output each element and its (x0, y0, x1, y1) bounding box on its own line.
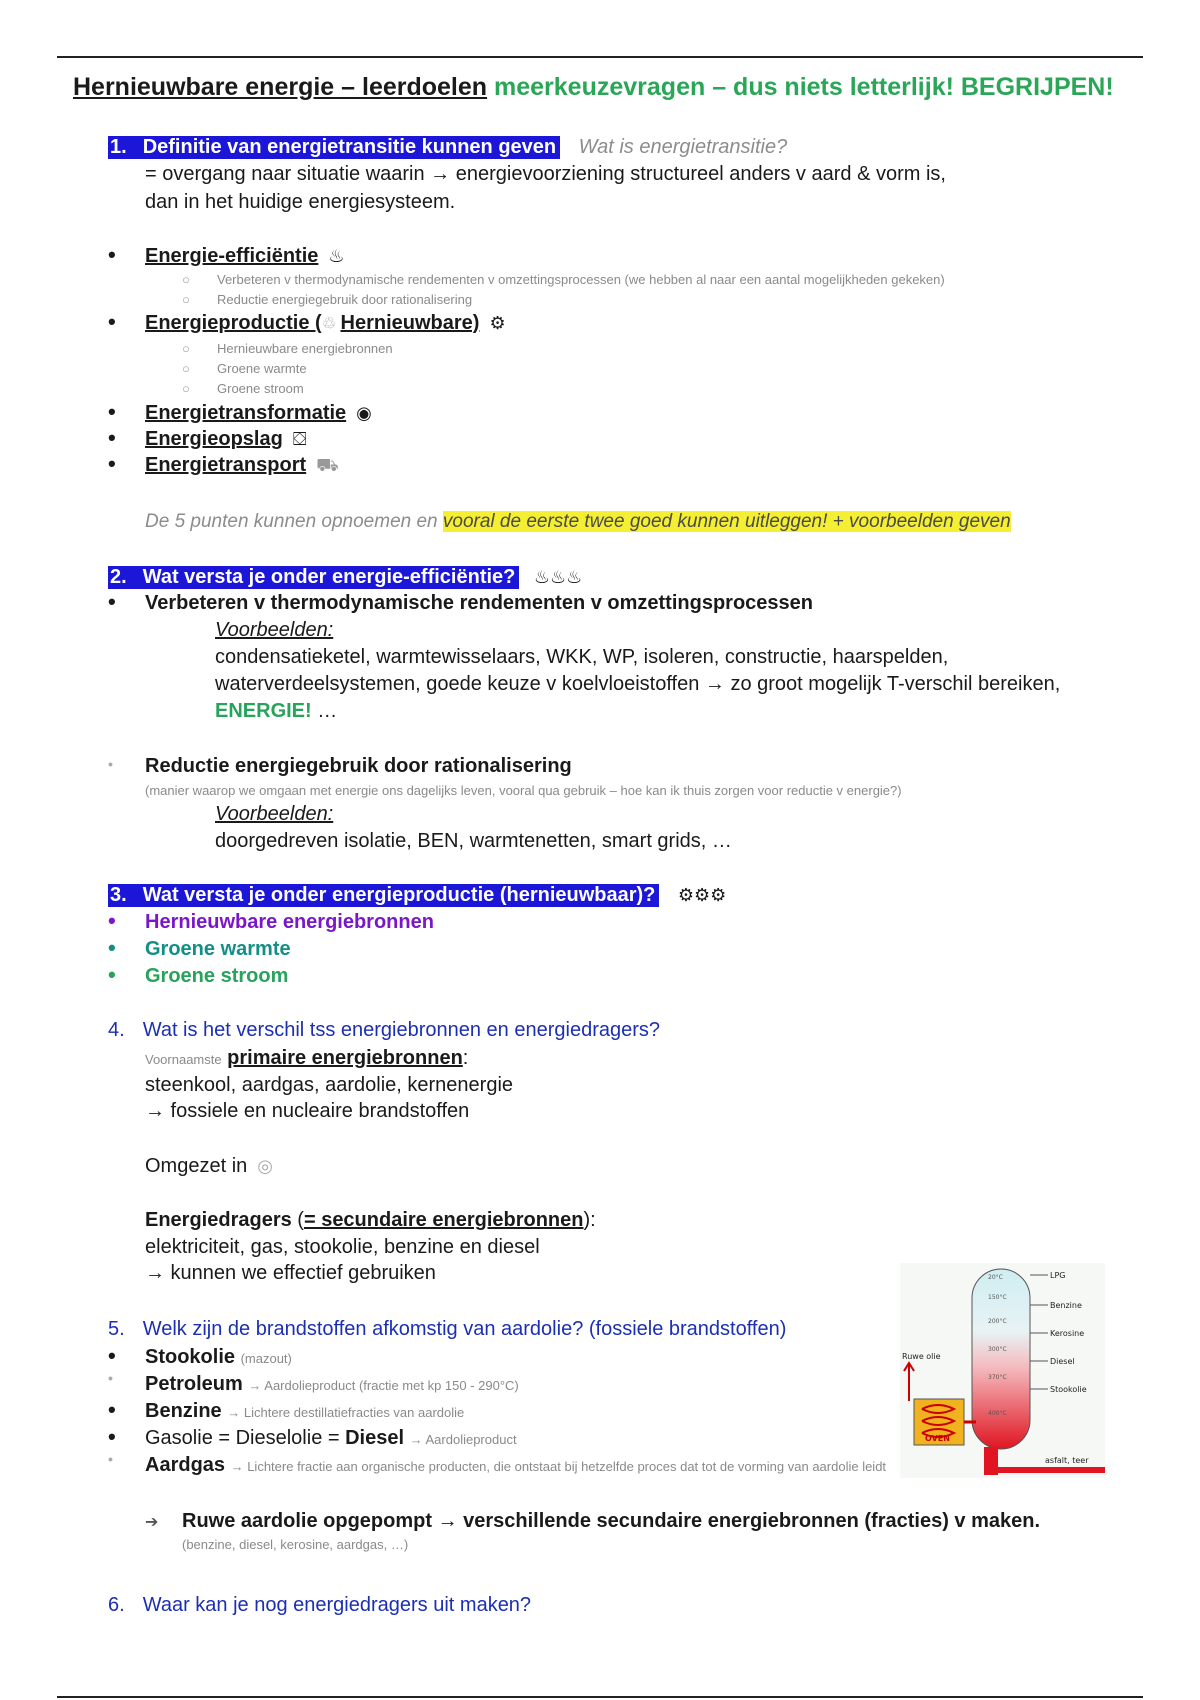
q4-omgezet: Omgezet in (145, 1155, 248, 1177)
q2-examples-line3 (215, 700, 337, 723)
q3-item1: Hernieuwbare energiebronnen (145, 911, 434, 933)
q4-list2: elektriciteit, gas, stookolie, benzine en diesel (145, 1236, 540, 1258)
q2-number: 2. (110, 566, 127, 588)
q2-header-row (108, 566, 582, 589)
q4-primary: primaire energiebronnen (227, 1047, 463, 1069)
q4-question: Wat is het verschil tss energiebronnen en energiedragers? (142, 1019, 661, 1041)
q5-item-label: Stookolie (145, 1346, 236, 1368)
q1-transformation-label: Energietransformatie (145, 402, 347, 424)
q5-item-label: Benzine (145, 1400, 222, 1422)
arrow-icon: ➔ (145, 1514, 159, 1531)
q1-efficiency-sub1: Verbeteren v thermodynamische rendementen v omzettingsprocessen (we hebben al naar een aantal mogelijkheden gekeken) (217, 272, 945, 287)
q4-paren-close: ): (583, 1209, 596, 1231)
q4-prefix: Voornaamste (145, 1052, 222, 1067)
q1-bullet-production (145, 312, 506, 335)
q5-number: 5. (108, 1318, 125, 1340)
q2-bullet1: Verbeteren v thermodynamische rendementen v omzettingsprocessen (145, 592, 813, 614)
q1-bullet-transport (145, 454, 339, 479)
oven-label: OVEN (925, 1434, 950, 1443)
q5-item-note: (mazout) (240, 1351, 292, 1366)
residue-pipe (984, 1467, 1105, 1473)
q5-item-benzine (145, 1400, 464, 1423)
fraction-label: Diesel (1050, 1357, 1075, 1366)
q1-header-text: Definitie van energietransitie kunnen geven (142, 136, 557, 158)
q4-dragers-row (145, 1209, 596, 1232)
sub-bullet-circle: ○ (182, 292, 190, 307)
q1-answer-line2: dan in het huidige energiesysteem. (145, 191, 456, 213)
bullet-dot: • (108, 962, 116, 987)
bullet-dot: • (108, 908, 116, 933)
q4-arrow2: → kunnen we effectief gebruiken (145, 1262, 436, 1284)
bullet-dot: • (108, 451, 116, 476)
gear-icons: ⚙⚙⚙ (677, 885, 727, 905)
q4-colon: : (462, 1047, 469, 1069)
q3-header-row (108, 884, 726, 907)
q1-bullet-transformation (145, 402, 372, 425)
q4-dragers: Energiedragers (145, 1209, 292, 1231)
q4-arrow1: → fossiele en nucleaire brandstoffen (145, 1100, 470, 1122)
top-rule (57, 56, 1143, 58)
q3-item2: Groene warmte (145, 938, 291, 960)
flame-icon: ♨ (328, 246, 345, 266)
temp-label: 370°C (988, 1374, 1007, 1381)
q5-question: Welk zijn de brandstoffen afkomstig van aardolie? (fossiele brandstoffen) (142, 1318, 787, 1340)
bullet-dot: • (108, 935, 116, 960)
bullet-dot: • (108, 756, 113, 772)
q2-bullet2-note: (manier waarop we omgaan met energie ons dagelijks leven, vooral qua gebruik – hoe kan ik thuis zorgen voor reductie v energie?) (145, 783, 902, 798)
q1-production-sub2: Groene warmte (217, 361, 307, 376)
q1-header (108, 136, 560, 159)
sub-bullet-circle: ○ (182, 361, 190, 376)
q1-header-row (108, 136, 787, 159)
temp-label: 200°C (988, 1318, 1007, 1325)
q1-production-sub1: Hernieuwbare energiebronnen (217, 341, 393, 356)
bullet-dot: • (108, 1424, 116, 1449)
box-icon: ⛋ (292, 429, 307, 449)
title-subtitle: meerkeuzevragen – dus niets letterlijk! BEGRIJPEN! (494, 73, 1114, 101)
distillation-column-diagram (900, 1263, 1105, 1478)
q1-number: 1. (110, 136, 127, 158)
q6-question: Waar kan je nog energiedragers uit maken? (142, 1594, 532, 1616)
q5-item-note: → Aardolieproduct (fractie met kp 150 - 290°C) (248, 1378, 519, 1393)
bullet-dot: • (108, 1397, 116, 1422)
bullet-dot: • (108, 1343, 116, 1368)
q2-examples2-label: Voorbeelden: (215, 803, 334, 825)
gear-icon: ⚙ (489, 313, 506, 333)
q2-bullet2: Reductie energiegebruik door rationalisering (145, 755, 572, 777)
bullet-dot: • (108, 399, 116, 424)
fraction-label: LPG (1050, 1271, 1066, 1280)
q5-item-stookolie (145, 1346, 292, 1369)
q5-item-label: Aardgas (145, 1454, 226, 1476)
title-main: Hernieuwbare energie – leerdoelen (73, 73, 488, 101)
fraction-label: Benzine (1050, 1301, 1082, 1310)
q5-conclusion-note: (benzine, diesel, kerosine, aardgas, …) (182, 1537, 409, 1552)
q5-item-label-plain: Gasolie = Dieselolie = (145, 1427, 346, 1449)
q1-note-highlight: vooral de eerste twee goed kunnen uitleggen! + voorbeelden geven (442, 511, 1011, 532)
q5-item-aardgas (145, 1454, 886, 1477)
truck-icon: ⛟ (316, 455, 339, 475)
bullet-dot: • (108, 589, 116, 614)
fraction-label: Kerosine (1050, 1329, 1085, 1338)
sub-bullet-circle: ○ (182, 381, 190, 396)
q1-production-label-b: Hernieuwbare) (340, 312, 480, 334)
q4-secundair: = secundaire energiebronnen (303, 1209, 584, 1231)
q3-number: 3. (110, 884, 127, 906)
q5-item-note: → Lichtere destillatiefracties van aardolie (227, 1405, 465, 1420)
q1-efficiency-sub2: Reductie energiegebruik door rationalisering (217, 292, 473, 307)
q4-number: 4. (108, 1019, 125, 1041)
q5-item-petroleum (145, 1373, 519, 1396)
q2-examples-line1: condensatieketel, warmtewisselaars, WKK, WP, isoleren, constructie, haarspelden, (215, 646, 949, 668)
bullet-dot: • (108, 309, 116, 334)
q3-item3: Groene stroom (145, 965, 289, 987)
q4-list1: steenkool, aardgas, aardolie, kernenergie (145, 1074, 514, 1096)
q6-question-row (108, 1594, 531, 1617)
q4-paren-open: ( (291, 1209, 304, 1231)
q3-header-text: Wat versta je onder energieproductie (hernieuwbaar)? (142, 884, 656, 906)
raw-oil-label: Ruwe olie (902, 1352, 941, 1361)
q2-ellipsis: … (311, 700, 338, 722)
q4-omgezet-row (145, 1155, 273, 1178)
q1-efficiency-label: Energie-efficiëntie (145, 245, 319, 267)
q5-item-note: → Lichtere fractie aan organische producten, die ontstaat bij hetzelfde proces dat tot de vorming van aardolie leidt (230, 1459, 887, 1474)
flame-icons: ♨♨♨ (533, 567, 583, 587)
q5-item-label: Diesel (345, 1427, 405, 1449)
q5-item-diesel (145, 1427, 517, 1450)
bottom-rule (57, 1696, 1143, 1698)
temp-label: 300°C (988, 1346, 1007, 1353)
q1-bullet-storage (145, 428, 307, 451)
fraction-label: Stookolie (1050, 1385, 1087, 1394)
bullet-dot: • (108, 1370, 113, 1386)
q2-energy-word: ENERGIE! (215, 700, 312, 722)
bullet-dot: • (108, 425, 116, 450)
page-title (73, 73, 1114, 102)
q5-item-label: Petroleum (145, 1373, 243, 1395)
q6-number: 6. (108, 1594, 125, 1616)
sub-bullet-circle: ○ (182, 272, 190, 287)
q1-storage-label: Energieopslag (145, 428, 283, 450)
recycle-icon: ♲ (321, 316, 341, 333)
q4-question-row (108, 1019, 660, 1042)
fraction-label: asfalt, teer (1045, 1456, 1089, 1465)
q5-item-note: → Aardolieproduct (409, 1432, 517, 1447)
q1-question: Wat is energietransitie? (578, 136, 788, 158)
q1-production-label-a: Energieproductie ( (145, 312, 322, 334)
q2-header-text: Wat versta je onder energie-efficiëntie? (142, 566, 516, 588)
q3-header (108, 884, 659, 907)
q1-transport-label: Energietransport (145, 454, 307, 476)
bullet-dot: • (108, 1451, 113, 1467)
convert-icon: ◎ (257, 1156, 273, 1176)
q2-examples2: doorgedreven isolatie, BEN, warmtenetten, smart grids, … (215, 830, 732, 852)
q2-header (108, 566, 519, 589)
sub-bullet-circle: ○ (182, 341, 190, 356)
q1-answer-line1: = overgang naar situatie waarin → energievoorziening structureel anders v aard & vorm is, (145, 163, 946, 185)
q1-production-sub3: Groene stroom (217, 381, 304, 396)
q2-examples-line2: waterverdeelsystemen, goede keuze v koelvloeistoffen → zo groot mogelijk T-verschil bereiken, (215, 673, 1061, 695)
q5-question-row (108, 1318, 786, 1341)
q1-note-plain: De 5 punten kunnen opnoemen en (145, 511, 443, 532)
q1-bullet-efficiency (145, 245, 345, 268)
bullet-dot: • (108, 242, 116, 267)
temp-label: 400°C (988, 1410, 1007, 1417)
q4-primary-row (145, 1047, 468, 1070)
q2-examples-label: Voorbeelden: (215, 619, 334, 641)
q5-conclusion: Ruwe aardolie opgepompt → verschillende secundaire energiebronnen (fracties) v maken. (182, 1510, 1041, 1532)
temp-label: 150°C (988, 1294, 1007, 1301)
refresh-icon: ◉ (356, 403, 372, 423)
temp-label: 20°C (988, 1274, 1003, 1281)
q1-note (145, 511, 1011, 533)
